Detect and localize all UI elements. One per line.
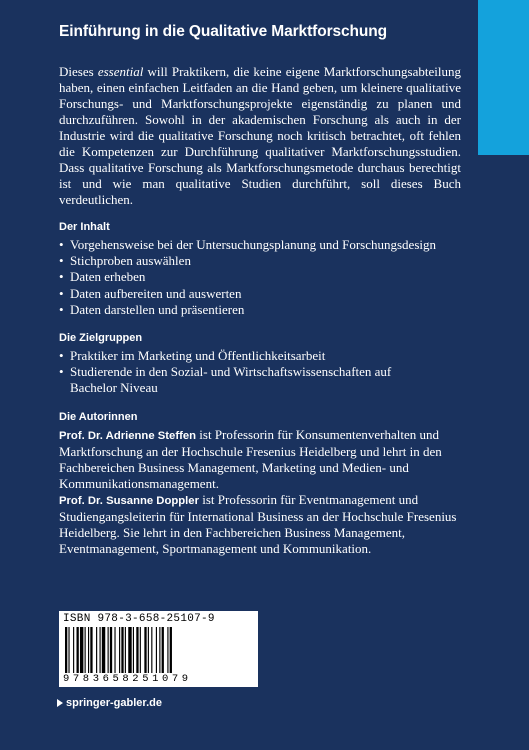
list-item: • Vorgehensweise bei der Untersuchungsplanung und Forschungsdesign <box>59 237 461 253</box>
list-item: • Praktiker im Marketing und Öffentlichkeitsarbeit <box>59 348 461 364</box>
barcode-bar <box>77 627 79 673</box>
barcode-bar <box>170 627 172 673</box>
intro-prefix: Dieses <box>59 64 98 79</box>
barcode-bar <box>148 627 149 673</box>
website-link[interactable] <box>57 697 162 709</box>
barcode <box>59 611 258 687</box>
author-bio: ist Professorin für Konsumentenverhalten und Marktforschung an der Hochschule Fresenius Heidelberg und lehrt in den Fachbereichen Business Management, Marketing und Medien- und Kommunikationsmanagement. <box>59 426 442 491</box>
barcode-bar <box>125 627 126 673</box>
section-heading-zielgruppen: Die Zielgruppen <box>59 332 143 345</box>
inhalt-list <box>59 237 461 318</box>
barcode-bar <box>151 627 152 673</box>
arrow-right-icon <box>57 699 63 707</box>
barcode-bars-icon <box>63 627 253 673</box>
barcode-bar <box>102 627 105 673</box>
barcode-bar <box>133 627 134 673</box>
barcode-bar <box>108 627 109 673</box>
barcode-bar <box>119 627 120 673</box>
list-item: • Daten erheben <box>59 269 461 285</box>
book-title: Einführung in die Qualitative Marktforschung <box>59 23 388 40</box>
barcode-bar <box>80 627 83 673</box>
intro-paragraph <box>59 64 461 208</box>
barcode-bar <box>136 627 138 673</box>
barcode-bar <box>167 627 168 673</box>
barcode-bar <box>65 627 67 673</box>
barcode-bar <box>140 627 141 673</box>
barcode-bar <box>90 627 92 673</box>
section-heading-autorinnen: Die Autorinnen <box>59 410 138 423</box>
barcode-bar <box>128 627 131 673</box>
barcode-bar <box>68 627 69 673</box>
author-name: Prof. Dr. Susanne Doppler <box>59 494 199 507</box>
intro-rest: will Praktikern, die keine eigene Marktforschungsabteilung haben, einen einfachen Leitfaden an die Hand geben, um kleinere qualitative Forschungs- und Marktforschungsprojekte eigenständig zu planen und durchzuführen. Sowohl in der akademischen Forschung als auch in der Industrie wird die qualitative Forschung noch kritisch betrachtet, oft fehlen die Kompetenzen zur Durchführung qualitativer Marktforschungsstudien. Dass qualitative Forschung als Marktforschungsmetode durchaus berechtigt ist und wie man qualitative Studien durchführt, soll dieses Buch verdeutlichen. <box>59 64 461 207</box>
barcode-bar <box>156 627 157 673</box>
barcode-bar <box>121 627 123 673</box>
barcode-bar <box>96 627 97 673</box>
section-heading-inhalt: Der Inhalt <box>59 221 110 233</box>
isbn-label: ISBN 978-3-658-25107-9 <box>63 613 215 625</box>
zielgruppen-list <box>59 348 461 397</box>
barcode-bar <box>144 627 146 673</box>
list-item: • Daten aufbereiten und auswerten <box>59 286 461 302</box>
intro-italic: essential <box>97 64 144 79</box>
barcode-bar <box>162 627 164 673</box>
list-item: • Studierende in den Sozial- und Wirtschaftswissenschaften auf Bachelor Niveau <box>59 364 461 396</box>
list-item: • Daten darstellen und präsentieren <box>59 302 461 318</box>
barcode-bar <box>88 627 89 673</box>
website-text: springer-gabler.de <box>66 697 162 709</box>
list-item: • Stichproben auswählen <box>59 253 461 269</box>
barcode-bar <box>159 627 160 673</box>
barcode-bar <box>100 627 101 673</box>
ean-digits: 9783658251079 <box>63 673 192 685</box>
barcode-bar <box>85 627 86 673</box>
barcode-bar <box>73 627 74 673</box>
author-name: Prof. Dr. Adrienne Steffen <box>59 429 197 442</box>
barcode-bar <box>114 627 115 673</box>
author-bio: ist Professorin für Eventmanagement und Studiengangsleiterin für International Business an der Hochschule Fresenius Heidelberg. Sie lehrt in den Fachbereichen Business Management, Eventmanagement, Sportmanagement und Kommunikation. <box>59 491 457 556</box>
barcode-bar <box>110 627 112 673</box>
back-cover-content <box>59 22 461 557</box>
accent-bar <box>478 0 529 155</box>
authors-paragraph <box>59 427 461 557</box>
